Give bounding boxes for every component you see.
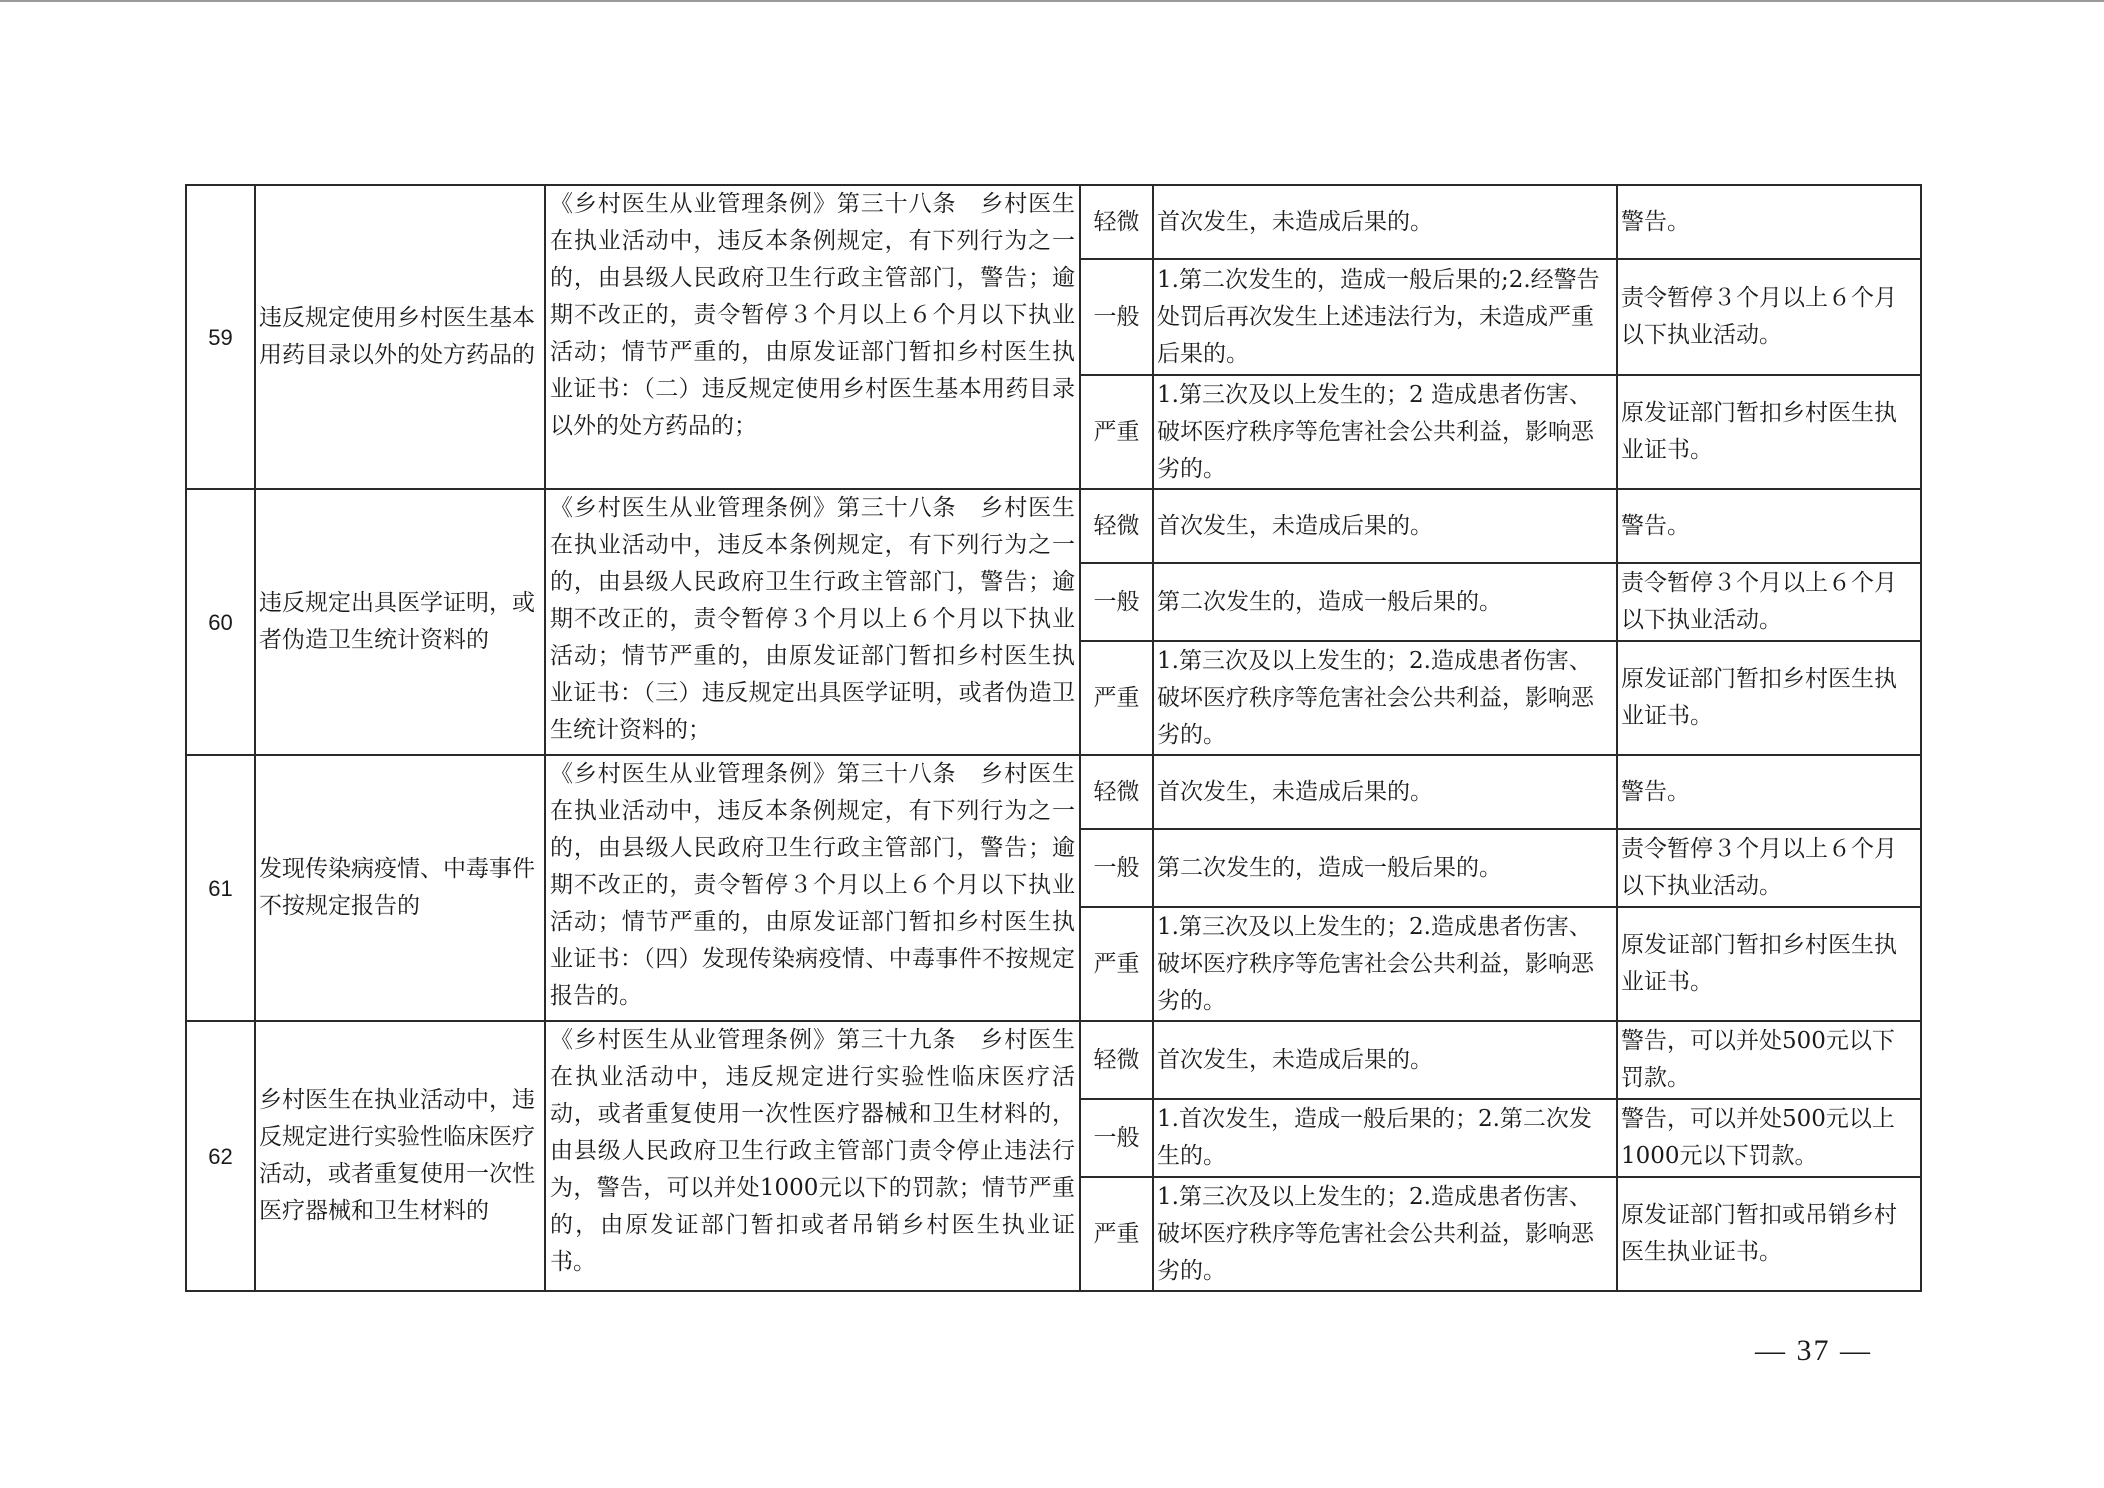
level-label: 一般 <box>1080 829 1153 907</box>
penalty-text: 原发证部门暂扣或吊销乡村医生执业证书。 <box>1617 1177 1921 1291</box>
penalty-text: 责令暂停３个月以上６个月以下执业活动。 <box>1617 563 1921 641</box>
level-label: 轻微 <box>1080 1021 1153 1099</box>
item-number: 60 <box>186 489 255 755</box>
level-label: 严重 <box>1080 907 1153 1021</box>
level-label: 轻微 <box>1080 185 1153 259</box>
violation-name: 违反规定使用乡村医生基本用药目录以外的处方药品的 <box>255 185 545 489</box>
penalty-text: 原发证部门暂扣乡村医生执业证书。 <box>1617 907 1921 1021</box>
page-number: — 37 — <box>1755 1334 1872 1367</box>
penalty-text: 警告。 <box>1617 185 1921 259</box>
penalty-text: 责令暂停３个月以上６个月以下执业活动。 <box>1617 829 1921 907</box>
level-label: 轻微 <box>1080 489 1153 563</box>
penalty-discretion-table <box>185 184 1922 1292</box>
violation-name: 违反规定出具医学证明，或者伪造卫生统计资料的 <box>255 489 545 755</box>
level-label: 严重 <box>1080 1177 1153 1291</box>
condition-text: 首次发生，未造成后果的。 <box>1153 489 1617 563</box>
legal-basis: 《乡村医生从业管理条例》第三十八条 乡村医生在执业活动中，违反本条例规定，有下列行为之一的，由县级人民政府卫生行政主管部门，警告；逾期不改正的，责令暂停３个月以上６个月以下执业活动；情节严重的，由原发证部门暂扣乡村医生执业证书：（二）违反规定使用乡村医生基本用药目录以外的处方药品的； <box>545 185 1080 489</box>
table-row <box>186 1021 1921 1099</box>
penalty-text: 责令暂停３个月以上６个月以下执业活动。 <box>1617 259 1921 375</box>
item-number: 59 <box>186 185 255 489</box>
level-label: 一般 <box>1080 259 1153 375</box>
condition-text: 第二次发生的，造成一般后果的。 <box>1153 563 1617 641</box>
table-row <box>186 755 1921 829</box>
violation-name: 发现传染病疫情、中毒事件不按规定报告的 <box>255 755 545 1021</box>
penalty-text: 警告。 <box>1617 489 1921 563</box>
penalty-text: 警告，可以并处500元以上1000元以下罚款。 <box>1617 1099 1921 1177</box>
penalty-text: 警告，可以并处500元以下罚款。 <box>1617 1021 1921 1099</box>
condition-text: 1.首次发生，造成一般后果的；2.第二次发生的。 <box>1153 1099 1617 1177</box>
condition-text: 首次发生，未造成后果的。 <box>1153 185 1617 259</box>
level-label: 一般 <box>1080 1099 1153 1177</box>
level-label: 轻微 <box>1080 755 1153 829</box>
condition-text: 1.第三次及以上发生的；2 造成患者伤害、破坏医疗秩序等危害社会公共利益，影响恶劣的。 <box>1153 375 1617 489</box>
penalty-text: 原发证部门暂扣乡村医生执业证书。 <box>1617 641 1921 755</box>
legal-basis: 《乡村医生从业管理条例》第三十九条 乡村医生在执业活动中，违反规定进行实验性临床医疗活动，或者重复使用一次性医疗器械和卫生材料的，由县级人民政府卫生行政主管部门责令停止违法行为，警告，可以并处1000元以下的罚款；情节严重的，由原发证部门暂扣或者吊销乡村医生执业证书。 <box>545 1021 1080 1291</box>
condition-text: 1.第二次发生的，造成一般后果的;2.经警告处罚后再次发生上述违法行为，未造成严重后果的。 <box>1153 259 1617 375</box>
level-label: 一般 <box>1080 563 1153 641</box>
condition-text: 1.第三次及以上发生的；2.造成患者伤害、破坏医疗秩序等危害社会公共利益，影响恶劣的。 <box>1153 907 1617 1021</box>
level-label: 严重 <box>1080 375 1153 489</box>
penalty-text: 警告。 <box>1617 755 1921 829</box>
legal-basis: 《乡村医生从业管理条例》第三十八条 乡村医生在执业活动中，违反本条例规定，有下列行为之一的，由县级人民政府卫生行政主管部门，警告；逾期不改正的，责令暂停３个月以上６个月以下执业活动；情节严重的，由原发证部门暂扣乡村医生执业证书：（四）发现传染病疫情、中毒事件不按规定报告的。 <box>545 755 1080 1021</box>
penalty-text: 原发证部门暂扣乡村医生执业证书。 <box>1617 375 1921 489</box>
table-row <box>186 489 1921 563</box>
legal-basis: 《乡村医生从业管理条例》第三十八条 乡村医生在执业活动中，违反本条例规定，有下列行为之一的，由县级人民政府卫生行政主管部门，警告；逾期不改正的，责令暂停３个月以上６个月以下执业活动；情节严重的，由原发证部门暂扣乡村医生执业证书：（三）违反规定出具医学证明，或者伪造卫生统计资料的； <box>545 489 1080 755</box>
condition-text: 首次发生，未造成后果的。 <box>1153 755 1617 829</box>
condition-text: 1.第三次及以上发生的；2.造成患者伤害、破坏医疗秩序等危害社会公共利益，影响恶劣的。 <box>1153 1177 1617 1291</box>
condition-text: 1.第三次及以上发生的；2.造成患者伤害、破坏医疗秩序等危害社会公共利益，影响恶劣的。 <box>1153 641 1617 755</box>
item-number: 61 <box>186 755 255 1021</box>
level-label: 严重 <box>1080 641 1153 755</box>
item-number: 62 <box>186 1021 255 1291</box>
top-border-line <box>0 0 2104 2</box>
condition-text: 首次发生，未造成后果的。 <box>1153 1021 1617 1099</box>
violation-name: 乡村医生在执业活动中，违反规定进行实验性临床医疗活动，或者重复使用一次性医疗器械和卫生材料的 <box>255 1021 545 1291</box>
table-row <box>186 185 1921 259</box>
condition-text: 第二次发生的，造成一般后果的。 <box>1153 829 1617 907</box>
